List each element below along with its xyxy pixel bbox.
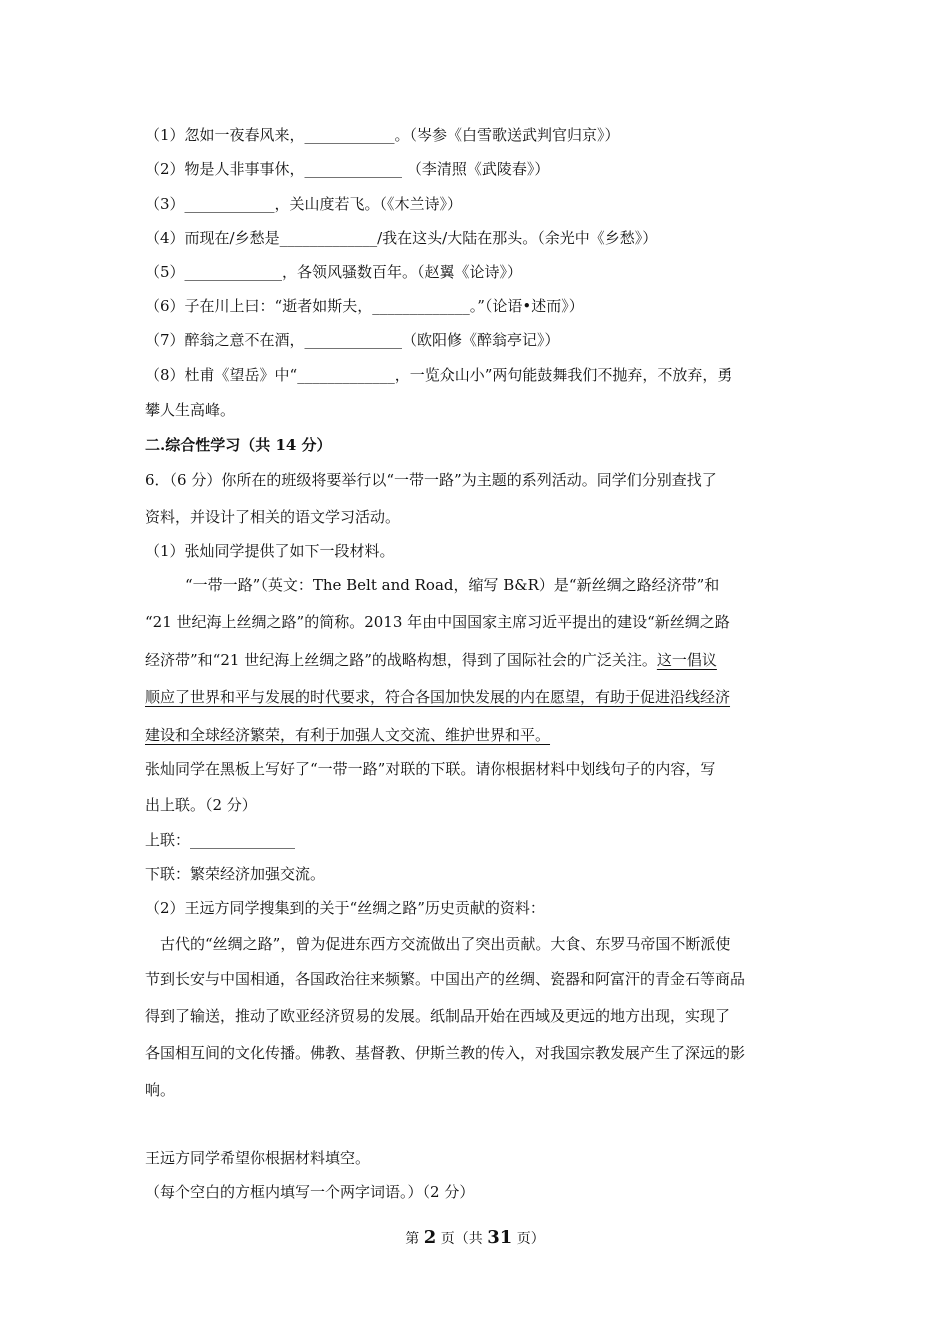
question-5-item-5: （5）_____________，各领风骚数百年。（赵翼《论诗》） (145, 263, 523, 281)
question-5-item-3: （3）____________，关山度若飞。（《木兰诗》） (145, 195, 463, 213)
question-5-item-2: （2）物是人非事事休，_____________ （李清照《武陵春》） (145, 160, 550, 178)
question-5-item-4: （4）而现在/乡愁是_____________/我在这头/大陆在那头。（余光中《乡愁》） (145, 229, 658, 247)
material1-line-3 (145, 650, 810, 670)
material2-line-4: 各国相互间的文化传播。佛教、基督教、伊斯兰教的传入，对我国宗教发展产生了深远的影 (145, 1044, 746, 1062)
material1-line-2: “21 世纪海上丝绸之路”的简称。2013 年由中国国家主席习近平提出的建设“新丝绸之路 (145, 613, 730, 631)
material2-line-1: 古代的“丝绸之路”，曾为促进东西方交流做出了突出贡献。大食、东罗马帝国不断派使 (160, 935, 731, 953)
task1-line-2: 出上联。（2 分） (145, 796, 257, 814)
q6-part1-title: （1）张灿同学提供了如下一段材料。 (145, 542, 395, 560)
page-footer (0, 1228, 950, 1249)
footer-prefix: 第 (405, 1231, 420, 1247)
upper-couplet-blank: 上联：______________ (145, 831, 296, 849)
task2-line-2: （每个空白的方框内填写一个两字词语。）（2 分） (145, 1183, 475, 1201)
q6-intro-line-2: 资料，并设计了相关的语文学习活动。 (145, 508, 401, 526)
material2-line-2: 节到长安与中国相通，各国政治往来频繁。中国出产的丝绸、瓷器和阿富汗的青金石等商品 (145, 970, 746, 988)
material2-line-5: 响。 (145, 1081, 176, 1099)
material2-line-3: 得到了输送，推动了欧亚经济贸易的发展。纸制品开始在西域及更远的地方出现，实现了 (145, 1007, 731, 1025)
underlined-sentence-start: 这一倡议 (656, 651, 717, 669)
question-5-item-7: （7）醉翁之意不在酒，_____________（欧阳修《醉翁亭记》） (145, 331, 560, 349)
material1-line-3-text: 经济带”和“21 世纪海上丝绸之路”的战略构想，得到了国际社会的广泛关注。 (145, 651, 657, 669)
underlined-sentence-line-3: 建设和全球经济繁荣，有利于加强人文交流、维护世界和平。 (145, 726, 551, 744)
task1-line-1: 张灿同学在黑板上写好了“一带一路”对联的下联。请你根据材料中划线句子的内容，写 (145, 760, 716, 778)
material1-line-1: “一带一路”（英文：The Belt and Road，缩写 B&R）是“新丝绸之路经济带”和 (185, 576, 720, 594)
footer-suffix: 页） (516, 1231, 545, 1247)
question-5-item-8: （8）杜甫《望岳》中“_____________，一览众山小”两句能鼓舞我们不抛弃，不放弃，勇 (145, 366, 733, 384)
q6-part2-title: （2）王远方同学搜集到的关于“丝绸之路”历史贡献的资料： (145, 899, 545, 917)
underlined-sentence-line-2: 顺应了世界和平与发展的时代要求，符合各国加快发展的内在愿望，有助于促进沿线经济 (145, 688, 731, 706)
lower-couplet: 下联：繁荣经济加强交流。 (145, 865, 326, 883)
footer-middle: 页（共 (440, 1231, 483, 1247)
section-title: 二.综合性学习（共 14 分） (145, 436, 332, 454)
q6-intro-line-1: 6．（6 分）你所在的班级将要举行以“一带一路”为主题的系列活动。同学们分别查找了 (145, 471, 717, 489)
current-page-number: 2 (423, 1227, 437, 1248)
total-pages: 31 (487, 1227, 513, 1248)
question-5-item-8-cont: 攀人生高峰。 (145, 401, 236, 419)
question-5-item-1: （1）忽如一夜春风来，____________。（岑参《白雪歌送武判官归京》） (145, 126, 620, 144)
question-5-item-6: （6）子在川上曰：“逝者如斯夫，_____________。”（论语•述而》） (145, 297, 584, 315)
task2-line-1: 王远方同学希望你根据材料填空。 (145, 1149, 371, 1167)
